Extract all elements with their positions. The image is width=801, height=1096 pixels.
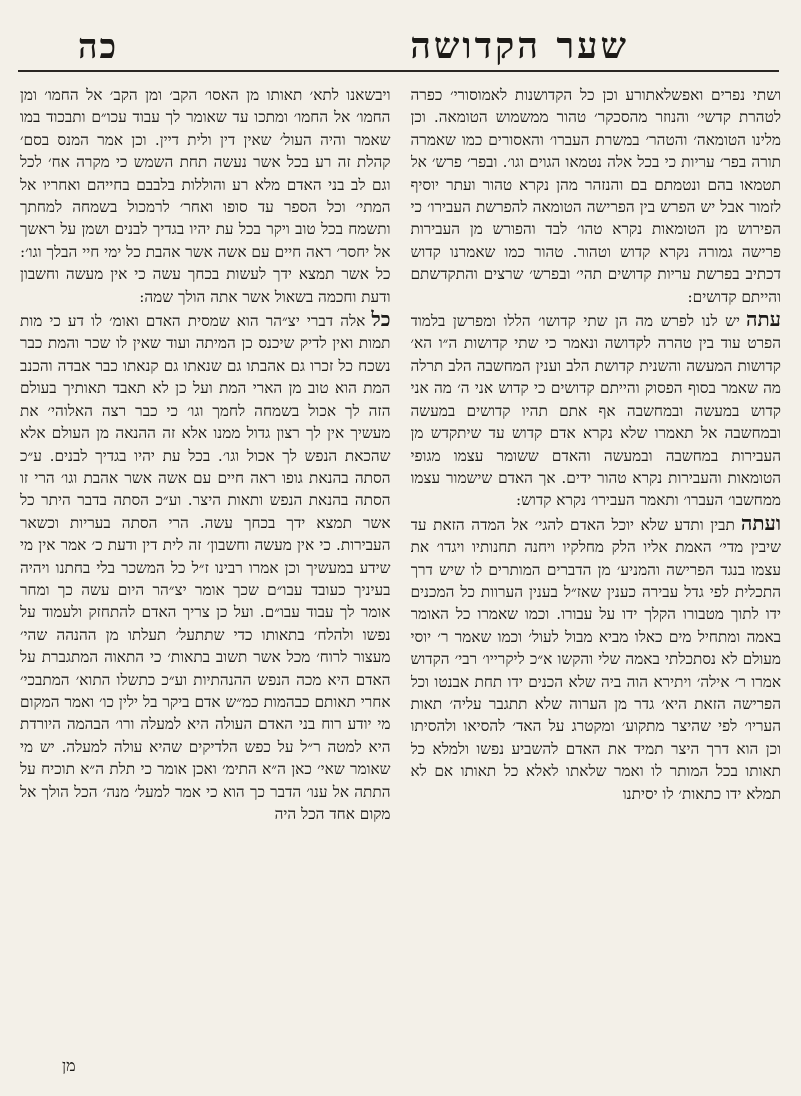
- paragraph-text: תבין ותדע שלא יוכל האדם להגי׳ אל המדה הזאת עד שיבין מדי׳ האמת אליו הלק מחלקיו ויחנה תחנותיו ויגדו׳ את עצמו בנגד הפרישה והמניע׳ מן הדברים המותרים לו שיש דרך התכלית לפי גדל עבירה כענין שאז״ל בענין הערוות כל המכנים ידו לתוך מטבורו הקלך ידו על עבורו. וכמו שאמרו כל האומר באמה ומתחיל מים כאלו מביא מבול לעול׳ וכמו שאמר ר׳ יוסי מעולם לא נסתכלתי באמה שלי והקשו א״כ ליקרייו׳ רבי׳ הקדוש אמרו ר׳ אילה׳ ויתירא הוה ביה שלא הכנים ידו תחת אבנטו וכל הפרישה הזאת היא׳ גדר מן הערוה שלא תתגבר עליה׳ תאות העריו׳ לפי שהיצר מתקוע׳ ומקטרג על האד׳ להסיאו ולהסיתו וכן הוא דרך היצר תמיד את האדם להשביע נפשו ולמלא כל תאותו בכל המותר לו ואמר שלאתו לאלא כל תאותו אם לא תמלא ידו כתאות׳ לו יסיתנו: [410, 515, 781, 803]
- section-opening-word: עתה: [745, 307, 781, 332]
- paragraph: [411, 308, 782, 512]
- section-opening-word: כל: [371, 307, 391, 332]
- page-header: [18, 12, 779, 72]
- paragraph: [20, 308, 391, 825]
- left-column: [20, 84, 391, 1086]
- paragraph-text: ושתי נפרים ואפשלאתורע וכן כל הקדושנות לאמוסורי׳ כפרה לטהרת קדשי׳ והנוזר מהסכקר׳ טהור ממשמוש הטומאה. וכן מלינו הטומאה׳ והטהר׳ במשרת העברו׳ והאסורים כמו שאמרה תורה בפר׳ עריות כי בכל אלה נטמאו הגוים וגו׳. ובפר׳ פרש׳ אל תטמאו בהם ונטמתם בם והנזהר מהן נקרא טהור ועתר יוסיף לזמור אבל יש הפרש בין הפרישה הטומאה להפרשת העבירו׳ כי הפירוש מן הטומאות נקרא טהו׳ לבד והפורש מן העבירות פרישה גמורה נקרא קדוש וטהור. טהור כמו שאמרנו קדוש דכתיב בפרשת עריות קדושים תהי׳ ובפרש׳ שרצים והתקדשתם והייתם קדושים:: [410, 86, 781, 306]
- paragraph: [411, 512, 782, 805]
- section-opening-word: ועתה: [740, 510, 781, 535]
- right-column: [411, 84, 782, 1086]
- catchword: מן: [62, 1056, 76, 1075]
- paragraph-text: יש לנו לפרש מה הן שתי קדושו׳ הללו ומפרשן בלמוד הפרט עוד בין טהרה לקדושה ונאמר כי שתי קדושות ה״ו הא׳ קדושות המעשה והשנית קדושת הלב וענין המחשבה הלב תרלה מה שאמר בסוף הפסוק והייתם קדושים כי קדוש אני ה׳ מה אני קדוש במעשה ובמחשבה אף אתם תהיו קדושים במעשה ובמחשבה אל תאמרו שלא נקרא אדם קדוש עד שיתקדש מן העבירות במחשבה ובמעשה והאדם ששומר עצמו מגופי הטומאות והעבירות נקרא טהור ידים. אך האדם שישמור עצמו ממחשבו׳ העברו׳ ותאמר העבירו׳ נקרא קדוש:: [410, 312, 781, 510]
- paragraph-text: ויבשאנו לתא׳ תאותו מן האסו׳ הקב׳ ומן הקב׳ אל החמו׳ ומן החמו׳ אל החמו׳ ומתכו עד שאומר לך עבוד עכו״ם ותבכוד במו שאמר והיה העול׳ שאין דין ולית דיין. וכן אמר המנס בסם׳ קהלת זה רע בכל אשר נעשה תחת השמש כי מקרה אח׳ לכל וגם לב בני האדם מלא רע והוללות בלבבם בחייהם ואחריו אל המתי׳ וכל הספר עד סופו ואחר׳ לרמכול בשמחה למחתך ותשמח בכל טוב ויקר בכל עת יהיו בגדיך לבנים ושמן על ראשך אל יחסר׳ ראה חיים עם אשה אשר אהבת כל ימי חיי הבלך וגו׳: כל אשר תמצא ידך לעשות בכחך עשה כי אין מעשה וחשבון ודעת וחכמה בשאול אשר אתה הולך שמה:: [20, 86, 391, 306]
- two-column-body: [20, 84, 781, 1086]
- paragraph-text: אלה דברי יצ״הר הוא שמסית האדם ואומ׳ לו דע כי מות תמות ואין לדיק שיכנס כן המיתה ועוד שאין לו שכר והמת כבר נשכח כל זכרו גם אהבתו גם שנאתו גם קנאתו כבר אבדה והכנב המת הוא טוב מן הארי המת ועל כן לא תאבד תאותיך בעולם הזה לך אכול בשמחה לחמך וגו׳ כי כבר רצה האלוהי׳ את מעשיך אין לך רצון גדול ממנו אלא זה ההנאה מן העולם אלא שהכאת הנפש לך אכול וגו׳. בכל עת יהיו בגדיך לבנים. ע״כ הסתה בהנאת גופו ראה חיים עם אשה אשר אהבת וגו׳ הרי זו הסתה בהנאת הנפש ותאות היצר. וע״כ הסתה בדבר היתר כל אשר תמצא ידך בכחך עשה. הרי הסתה בעריות וכשאר העבירות. כי אין מעשה וחשבון׳ זה לית דין ודעת כ׳ אמר אין מי שידע במעשיך וכן אמרו רבינו ז״ל כל המשכר בלי בחתנו ויהיה בעיניך כעובד עבו״ם שכך אומר יצ״הר היום עשה כך ומחר אומר לך עבוד עבו״ם. ועל כן צריך האדם להתחזק ולעמוד על נפשו ולהלח׳ בתאותו כדי שתתעל׳ תעלתו מן ההנהה שהי׳ מעצור לרוח׳ מכל אשר תשוב בתאות׳ כי התאוה המתגברת על האדם היא מכה הנפש ההנהתיות וע״כ כתשלו התוא׳ המתבכי׳ אחרי תאותם כבהמות כמ״ש אדם ביקר בל ילין כו׳ ואמר המקום מי יודע רוח בני האדם העולה היא למעלה ורו׳ הבהמה היורדת היא למטה ר״ל על כפש הלדיקים שהיא עולה למעלה. יש מי שאומר שאי׳ כאן ה״א התימ׳ ואכן אומר כי תלת ה״א תוכיח על התתה אל ענו׳ הדבר כך הוא כי אמר למעל׳ מנה׳ הכל הולך אל מקום אחד הכל היה: [20, 312, 391, 823]
- folio-number: כה: [78, 27, 119, 67]
- running-title: שער הקדושה: [410, 25, 629, 67]
- paragraph: [20, 84, 391, 308]
- paragraph: [411, 84, 782, 308]
